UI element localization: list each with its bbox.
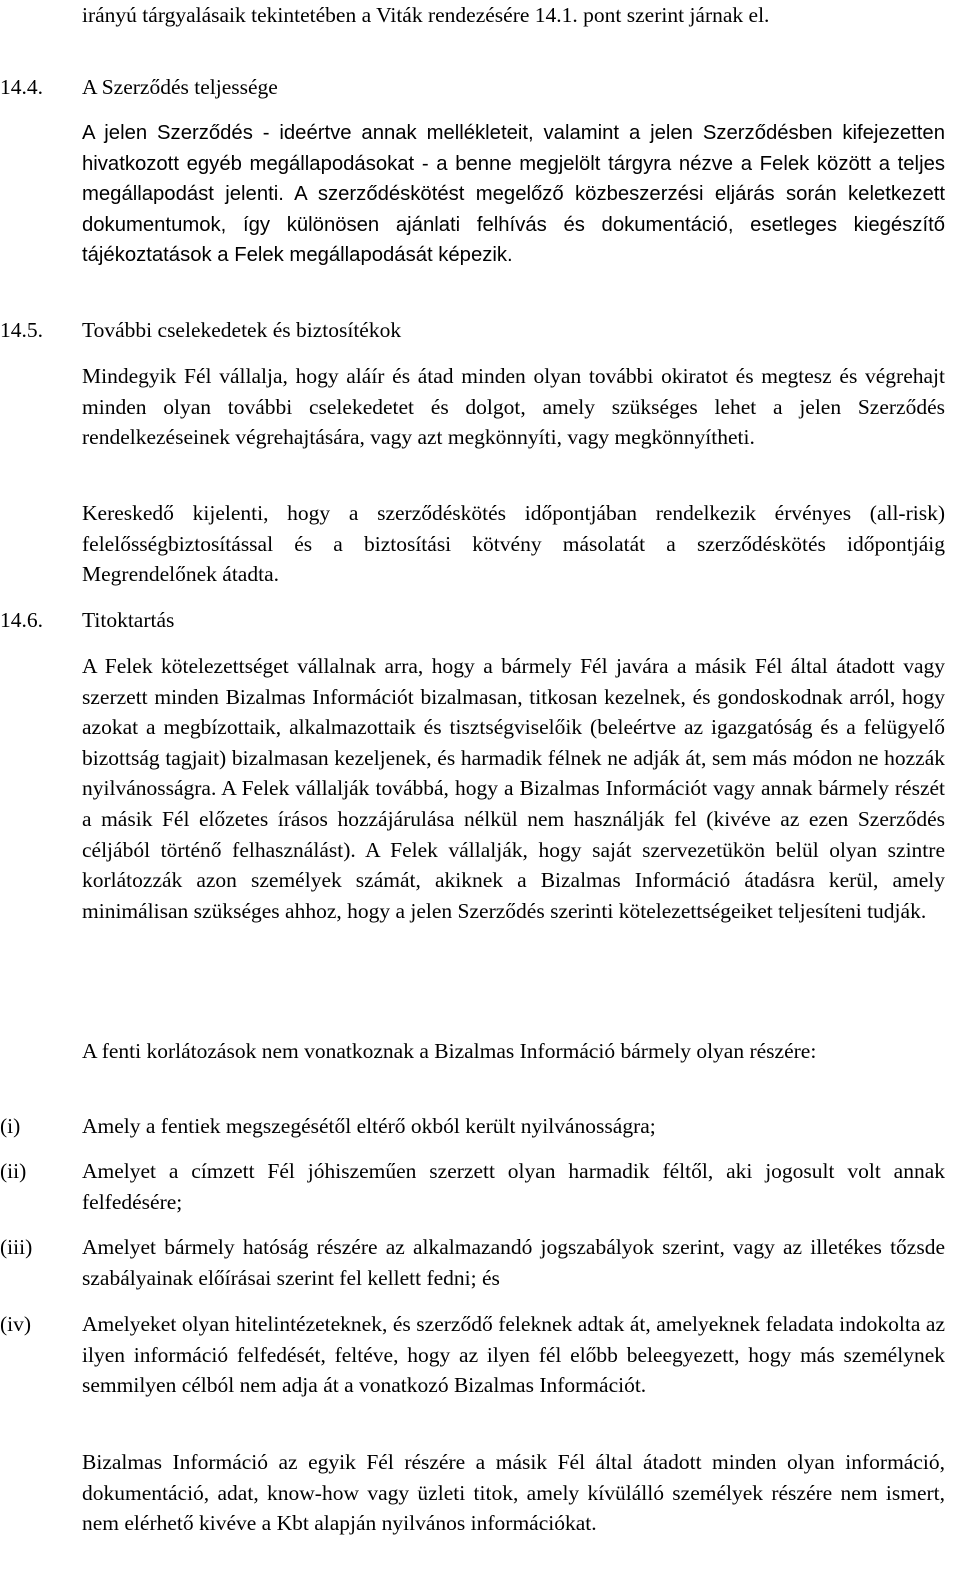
- section-14-6-paragraph-3: Bizalmas Információ az egyik Fél részére a másik Fél által átadott minden olyan információ, dokumentáció, adat, know-how vagy üzleti titok, amely kívülálló személyek részére nem ismert, nem elérhető kivéve a Kbt alapján nyilvános információkat.: [82, 1450, 945, 1536]
- section-14-5-paragraph-2: Kereskedő kijelenti, hogy a szerződéskötés időpontjában rendelkezik érvényes (all-risk) felelősségbiztosítással és a biztosítási kötvény másolatát a szerződéskötés időpontjáig Megrendelőnek átadta.: [82, 501, 945, 587]
- list-item-marker: (ii): [0, 1159, 27, 1183]
- list-item-text: Amelyet bármely hatóság részére az alkalmazandó jogszabályok szerint, vagy az illetékes tőzsde szabályainak előírásai szerint fel kellett fedni; és: [82, 1235, 945, 1290]
- list-item-marker: (iv): [0, 1312, 32, 1336]
- list-item-text: Amelyet a címzett Fél jóhiszeműen szerzett olyan harmadik féltől, aki jogosult volt annak felfedésére;: [82, 1159, 945, 1214]
- continuation-paragraph: irányú tárgyalásaik tekintetében a Viták rendezésére 14.1. pont szerint járnak el.: [82, 3, 770, 27]
- section-14-5-paragraph-1: Mindegyik Fél vállalja, hogy aláír és átad minden olyan további okiratot és megtesz és végrehajt minden olyan további cselekedetet és dolgot, amely szükséges lehet a jelen Szerződés rendelkezéseinek végrehajtására, vagy azt megkönnyíti, vagy megkönnyítheti.: [82, 364, 945, 450]
- section-heading-14-6: Titoktartás: [82, 608, 175, 632]
- section-heading-14-5: További cselekedetek és biztosítékok: [82, 318, 402, 342]
- section-heading-14-4: A Szerződés teljessége: [82, 75, 278, 99]
- list-item-text: Amelyeket olyan hitelintézeteknek, és szerződő feleknek adtak át, amelyeknek feladata indokolta az ilyen információ felfedését, feltéve, hogy az ilyen fél előbb beleegyezett, hogy más személynek semmilyen célból nem adja át a vonatkozó Bizalmas Információt.: [82, 1312, 945, 1398]
- section-number-14-4: 14.4.: [0, 75, 43, 99]
- section-number-14-6: 14.6.: [0, 608, 43, 632]
- section-number-14-5: 14.5.: [0, 318, 43, 342]
- section-14-6-paragraph-2: A fenti korlátozások nem vonatkoznak a Bizalmas Információ bármely olyan részére:: [82, 1039, 817, 1063]
- list-item-marker: (iii): [0, 1235, 33, 1259]
- section-14-4-paragraph: A jelen Szerződés - ideértve annak mellékleteit, valamint a jelen Szerződésben kifejezetten hivatkozott egyéb megállapodásokat - a benne megjelölt tárgyra nézve a Felek között a teljes megállapodást jelenti. A szerződéskötést megelőző közbeszerzési eljárás során keletkezett dokumentumok, így különösen ajánlati felhívás és dokumentáció, esetleges kiegészítő tájékoztatások a Felek megállapodását képezik.: [82, 122, 945, 267]
- section-14-6-paragraph-1: A Felek kötelezettséget vállalnak arra, hogy a bármely Fél javára a másik Fél által átadott vagy szerzett minden Bizalmas Információt bizalmasan, titkosan kezelnek, és gondoskodnak arról, hogy azokat a megbízottaik, alkalmazottaik és tisztségviselőik (beleértve az igazgatóság és a felügyelő bizottság tagjait) bizalmasan kezeljenek, és harmadik félnek ne adják át, sem más módon ne hozzák nyilvánosságra. A Felek vállalják továbbá, hogy a Bizalmas Információt vagy annak bármely részét a másik Fél előzetes írásos hozzájárulása nélkül nem használják fel (kivéve az ezen Szerződés céljából történő felhasználást). A Felek vállalják, hogy saját szervezetükön belül olyan szintre korlátozzák azon személyek számát, akiknek a Bizalmas Információ átadásra kerül, amely minimálisan szükséges ahhoz, hogy a jelen Szerződés szerinti kötelezettségeiket teljesíteni tudják.: [82, 654, 945, 923]
- list-item-text: Amely a fentiek megszegésétől eltérő okból került nyilvánosságra;: [82, 1114, 656, 1138]
- list-item-marker: (i): [0, 1114, 21, 1138]
